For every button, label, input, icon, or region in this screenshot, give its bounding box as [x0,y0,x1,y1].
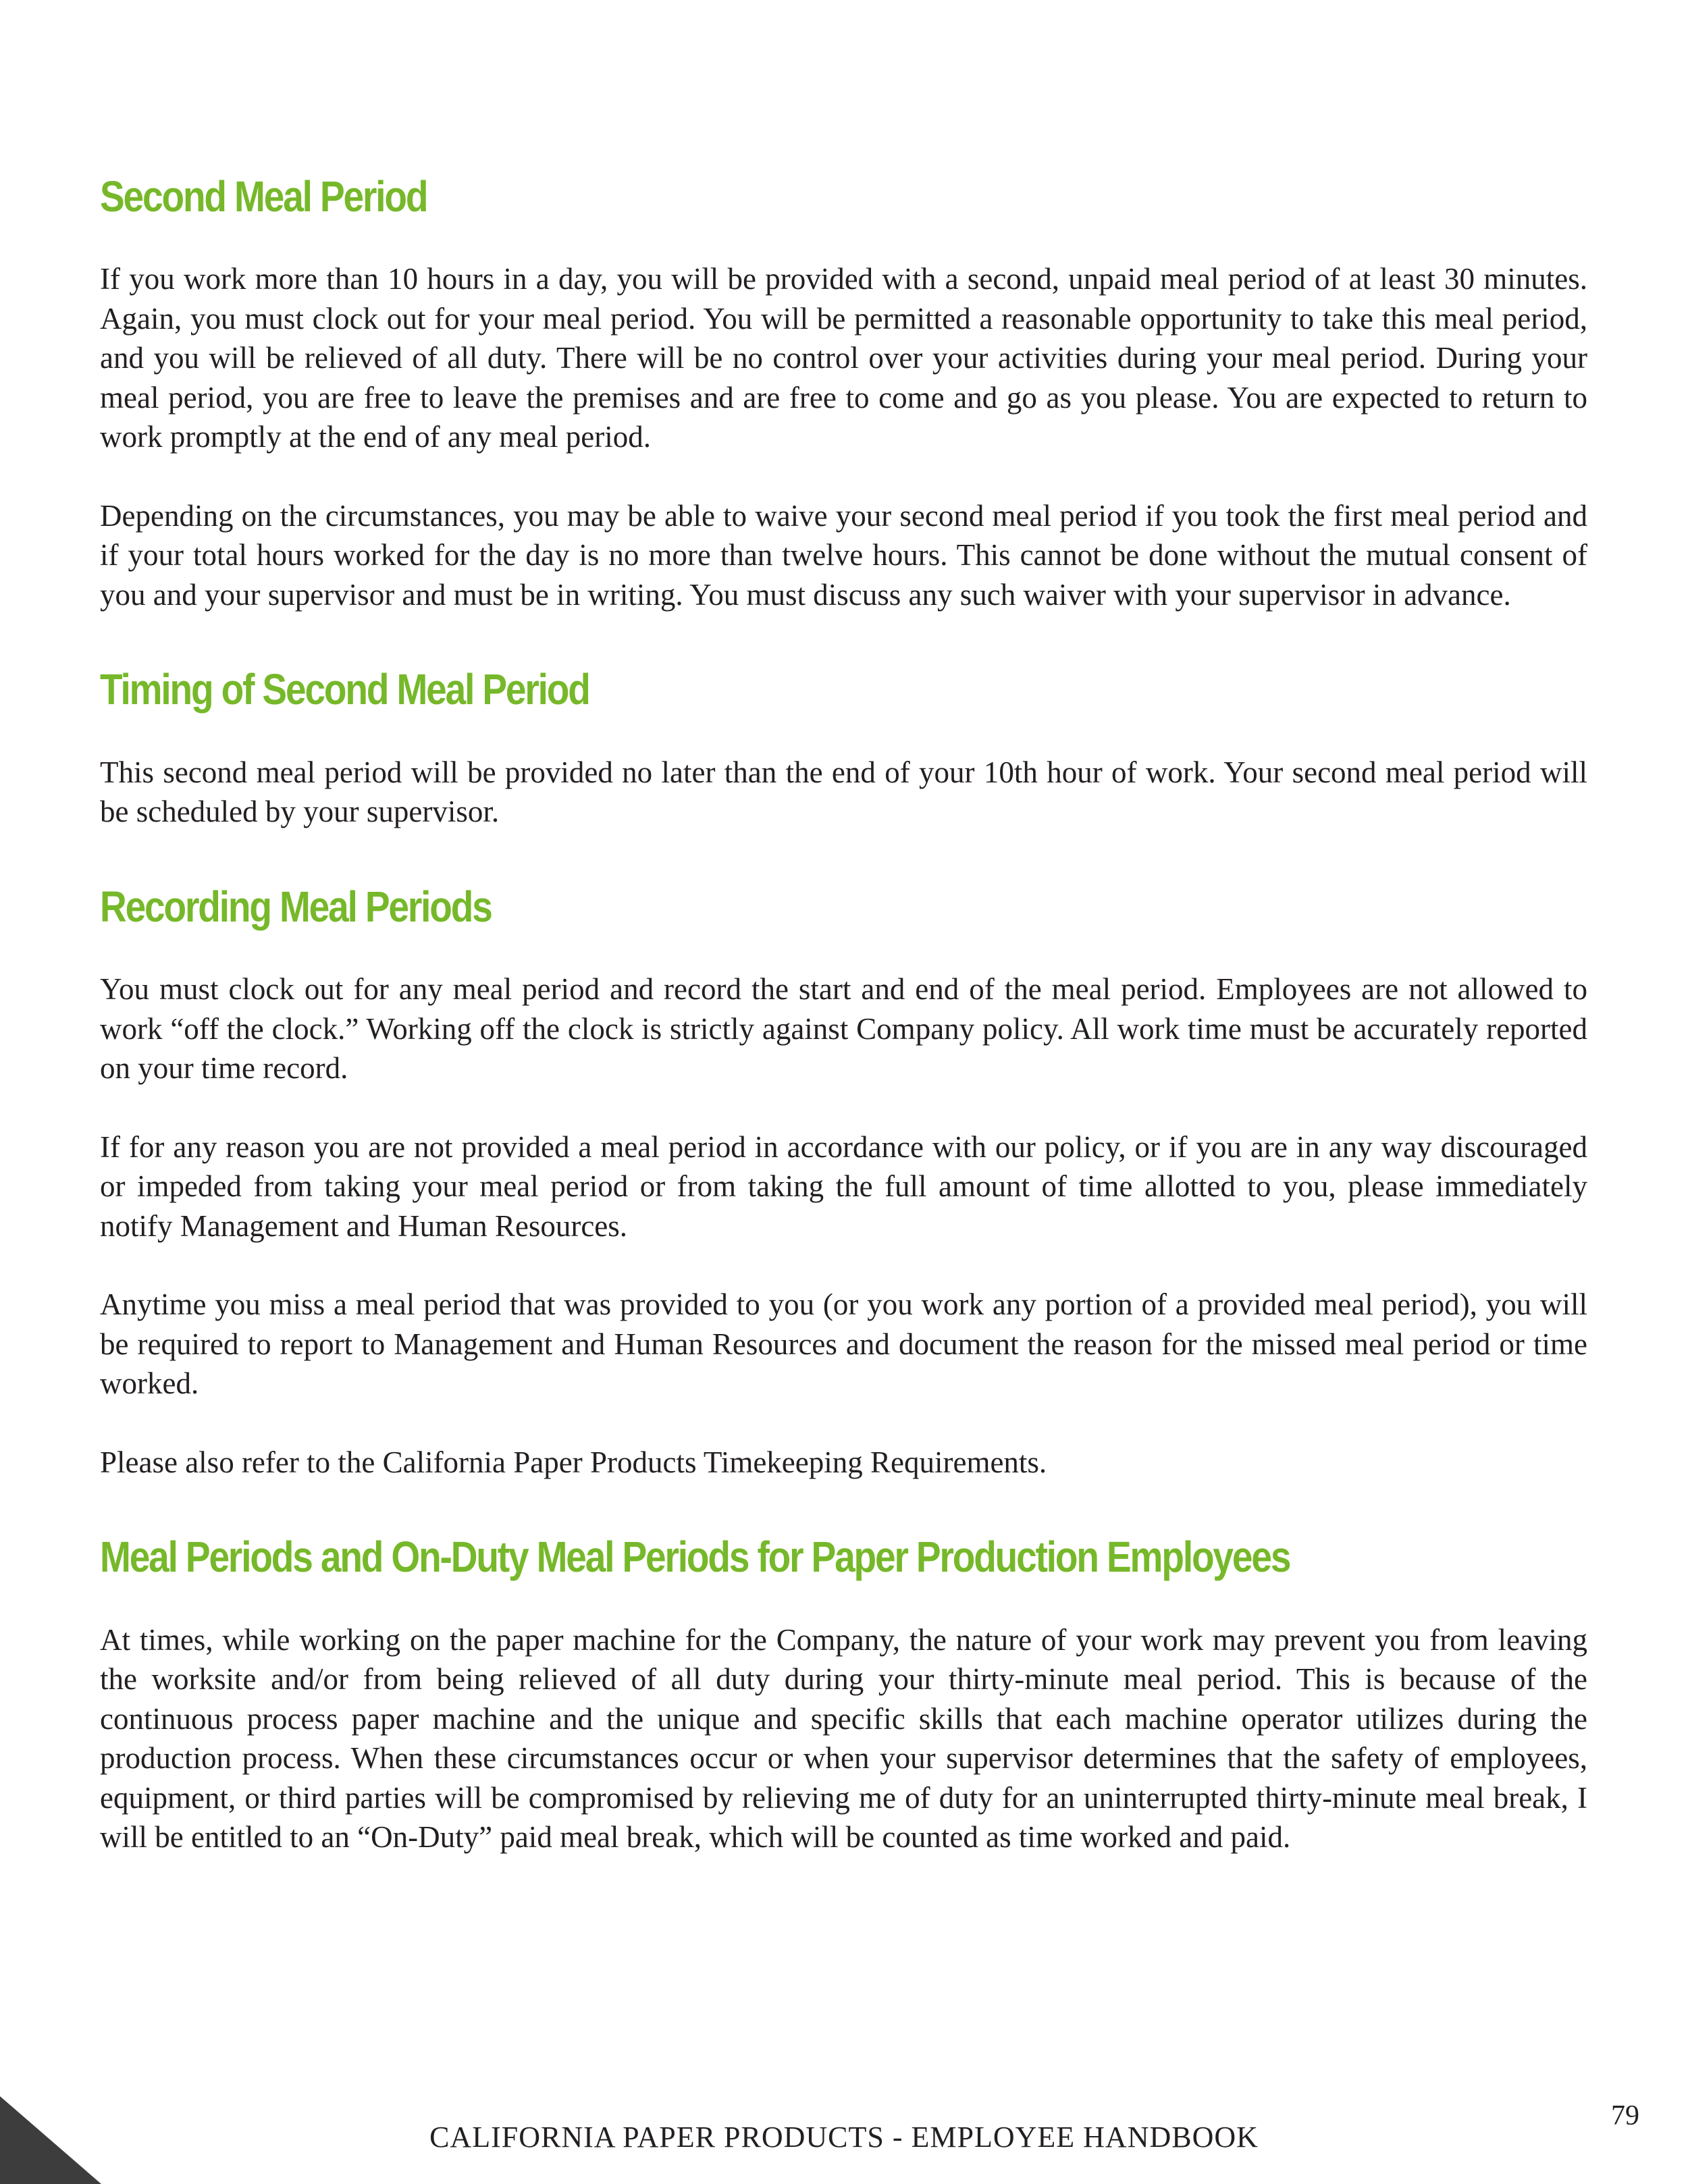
corner-triangle-shape [0,2096,101,2184]
paragraph: Please also refer to the California Paper Products Timekeeping Requirements. [100,1445,1047,1479]
paragraph: If you work more than 10 hours in a day, you will be provided with a second, unpaid meal period of at least 30 minutes. Again, you must clock out for your meal period. You will be permitted a reasonable opportunity to take this meal period, and you will be relieved of all duty. There will be no control over your activities during your meal period. During your meal period, you are free to leave the premises and are free to come and go as you please. You are expected to return to work promptly at the end of any meal period. [100,262,1587,454]
page-number: 79 [1611,2100,1639,2131]
paragraph: If for any reason you are not provided a meal period in accordance with our policy, or if you are in any way discouraged or impeded from taking your meal period or from taking the full amount of time allotted to you, please immediately notify Management and Human Resources. [100,1129,1587,1243]
section-on-duty-meal-periods [100,1533,1587,1857]
paragraph: You must clock out for any meal period and record the start and end of the meal period. Employees are not allowed to work “off the clock.” Working off the clock is strictly against Company policy. All work time must be accurately reported on your time record. [100,972,1587,1086]
paragraph: Depending on the circumstances, you may be able to waive your second meal period if you took the first meal period and if your total hours worked for the day is no more than twelve hours. This cannot be done without the mutual consent of you and your supervisor and must be in writing. You must discuss any such waiver with your supervisor in advance. [100,498,1587,612]
page-content [100,173,1587,1857]
section-timing-of-second-meal-period [100,666,1587,831]
section-recording-meal-periods [100,883,1587,1482]
page-footer: CALIFORNIA PAPER PRODUCTS - EMPLOYEE HANDBOOK [429,2121,1259,2154]
paragraph: Anytime you miss a meal period that was provided to you (or you work any portion of a provided meal period), you will be required to report to Management and Human Resources and document the reason for the missed meal period or time worked. [100,1287,1587,1401]
section-heading: Timing of Second Meal Period [100,665,589,714]
section-heading: Second Meal Period [100,172,427,221]
section-heading: Recording Meal Periods [100,882,492,931]
corner-triangle-decoration [0,2096,101,2184]
section-heading: Meal Periods and On-Duty Meal Periods for Paper Production Employees [100,1533,1290,1582]
paragraph: At times, while working on the paper machine for the Company, the nature of your work may prevent you from leaving the worksite and/or from being relieved of all duty during your thirty-minute meal period. This is because of the continuous process paper machine and the unique and specific skills that each machine operator utilizes during the production process. When these circumstances occur or when your supervisor determines that the safety of employees, equipment, or third parties will be compromised by relieving me of duty for an uninterrupted thirty-minute meal break, I will be entitled to an “On-Duty” paid meal break, which will be counted as time worked and paid. [100,1622,1587,1855]
paragraph: This second meal period will be provided no later than the end of your 10th hour of work. Your second meal period will be scheduled by your supervisor. [100,755,1587,829]
section-second-meal-period [100,173,1587,614]
